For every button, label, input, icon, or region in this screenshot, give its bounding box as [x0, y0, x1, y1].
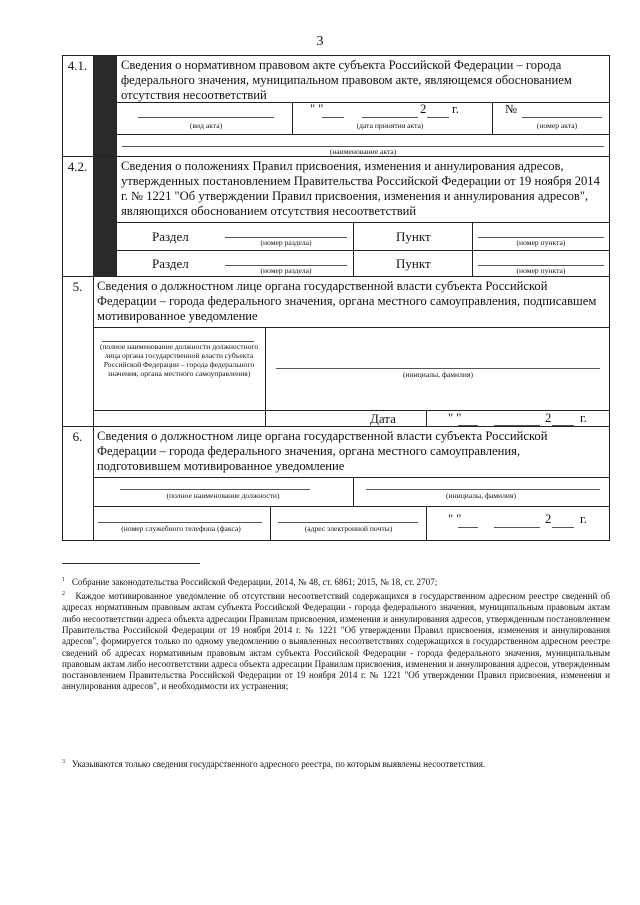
section-number: 4.1. — [67, 58, 88, 73]
caption: (полное наименование должности должностного лица органа государственной власти субъекта Российской Федерации – города федерального значения, органа местного самоуправления) — [99, 342, 259, 378]
caption: (дата принятия акта) — [356, 121, 424, 130]
section-number: 6. — [72, 429, 83, 444]
caption: (номер пункта) — [516, 238, 566, 247]
caption: (номер служебного телефона (факса) — [121, 524, 241, 533]
section-title: Сведения о должностном лице органа государственной власти субъекта Российской Федерации – города федерального значения, органа местного самоуправления, подписавшем мотивированное уведомление — [97, 279, 597, 323]
footnote-separator — [62, 563, 200, 564]
section-title: Сведения о нормативном правовом акте субъекта Российской Федерации – города федерального значения, муниципальном правовом акте, являющемся обоснованием отсутствия несоответствий — [121, 58, 572, 102]
caption: (адрес электронной почты) — [304, 524, 393, 533]
month-field — [494, 424, 540, 426]
act-type-field — [138, 116, 274, 118]
day-field — [458, 424, 478, 426]
year-field — [427, 116, 449, 118]
year-suffix: г. — [580, 411, 587, 425]
caption: (полное наименование должности) — [166, 491, 280, 500]
number-sign: № — [505, 102, 518, 116]
caption: (номер раздела) — [260, 266, 312, 275]
email-field — [278, 521, 418, 523]
day-field — [458, 526, 478, 528]
footnote-mark: 2 — [62, 591, 65, 597]
point-label: Пункт — [396, 229, 431, 244]
footnote — [62, 575, 610, 588]
page-number: 3 — [316, 34, 324, 49]
footnote-mark: 3 — [62, 759, 65, 765]
caption: (номер акта) — [536, 121, 578, 130]
caption: (номер пункта) — [516, 266, 566, 275]
section-title: Сведения о должностном лице органа государственной власти субъекта Российской Федерации – города федерального значения, органа местного самоуправления, подготовившем мотивированное уведомление — [97, 429, 548, 473]
date-quotes: " " — [448, 411, 462, 425]
section-number: 4.2. — [67, 159, 88, 174]
caption: (вид акта) — [189, 121, 223, 130]
preparer-position-field — [120, 488, 310, 490]
month-field — [494, 526, 540, 528]
date-quotes: " " — [448, 512, 462, 526]
section-label: Раздел — [152, 256, 189, 271]
caption: (инициалы, фамилия) — [402, 370, 473, 379]
caption: (инициалы, фамилия) — [445, 491, 516, 500]
footnote — [62, 757, 610, 770]
year-prefix: 2 — [545, 512, 552, 526]
date-quotes: " " — [310, 102, 324, 116]
footnote-mark: 1 — [62, 577, 65, 583]
year-prefix: 2 — [420, 102, 427, 116]
footnote-text: Каждое мотивированное уведомление об отсутствии несоответствий содержащихся в государственном адресном реестре сведений об адресах нормативным правовым актам субъекта Российской Федерации - города федерального значения, муниципальным правовым актам либо несоответствии адреса объекта адресации Правилам присвоения, изменения и аннулирования адресов, утвержденным постановлением Правительства Российской Федерации от 19 ноября 2014 г. № 1221 "Об утверждении Правил присвоения, изменения и аннулирования адресов", формируется только по одному уведомлению о выявленных несоответствиях содержащихся в государственном адресном реестре сведений об адресах нормативным правовым актам субъекта Российской Федерации - города федерального значения, муниципальным правовым актам либо несоответствии адреса объекта адресации Правилам присвоения, изменения и аннулирования адресов, утвержденным постановлением Правительства Российской Федерации от 19 ноября 2014 г. № 1221 "Об утверждении Правил присвоения, изменения и аннулирования адресов", и необходимости их устранения; — [62, 591, 610, 692]
year-field — [552, 526, 574, 528]
section-label: Раздел — [152, 229, 189, 244]
year-suffix: г. — [452, 102, 459, 116]
phone-field — [98, 521, 262, 523]
caption: (наименование акта) — [329, 147, 397, 156]
date-label: Дата — [370, 411, 396, 426]
month-field — [362, 116, 418, 118]
preparer-initials-field — [366, 488, 600, 490]
year-suffix: г. — [580, 512, 587, 526]
point-label: Пункт — [396, 256, 431, 271]
caption: (номер раздела) — [260, 238, 312, 247]
day-field — [322, 116, 344, 118]
signer-initials-field — [276, 367, 600, 369]
act-number-field — [522, 116, 602, 118]
year-prefix: 2 — [545, 411, 552, 425]
footnote-text: Собрание законодательства Российской Федерации, 2014, № 48, ст. 6861; 2015, № 18, ст. 2707; — [71, 577, 438, 588]
section-number: 5. — [72, 279, 83, 294]
footnote-text: Указываются только сведения государственного адресного реестра, по которым выявлены несоответствия. — [71, 759, 486, 770]
footnote — [62, 589, 610, 693]
year-field — [552, 424, 574, 426]
section-title: Сведения о положениях Правил присвоения, изменения и аннулирования адресов, утвержденных постановлением Правительства Российской Федерации от 19 ноября 2014 г. № 1221 "Об утверждении Правил присвоения, изменения и аннулирования адресов", являющихся обоснованием отсутствия несоответствий — [121, 159, 600, 218]
